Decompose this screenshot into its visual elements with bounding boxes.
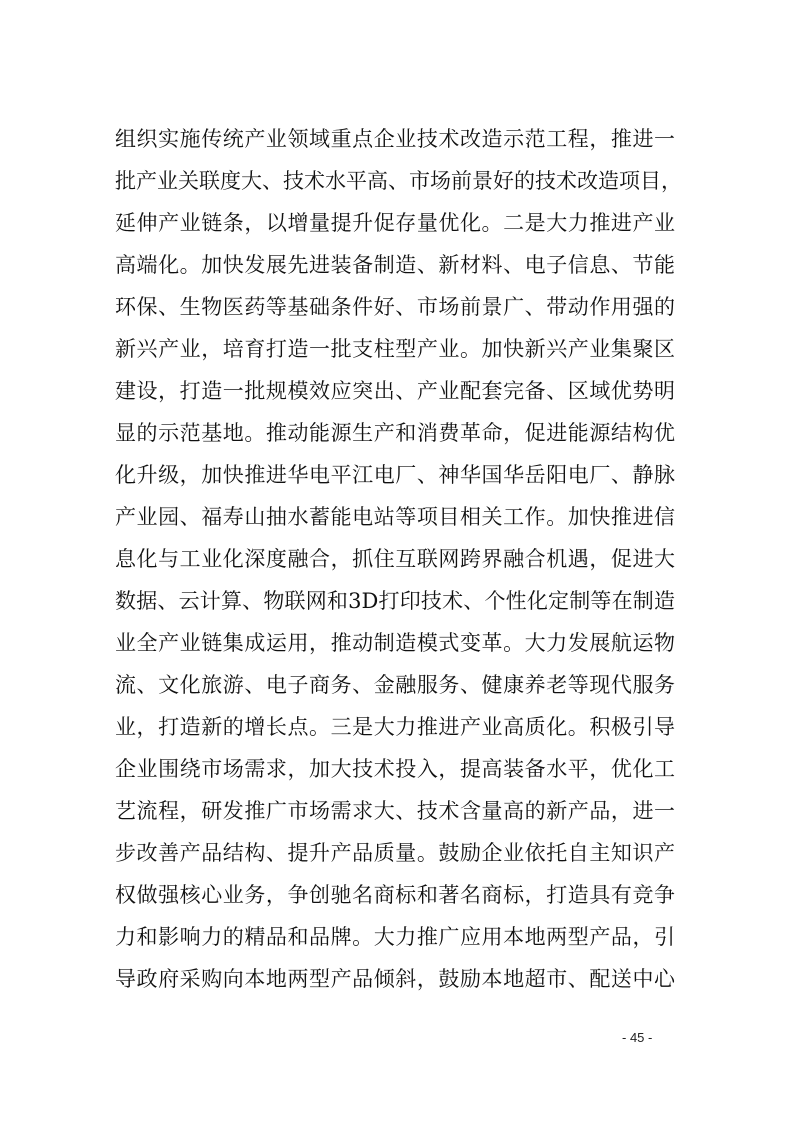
body-text-line: 步改善产品结构、提升产品质量。鼓励企业依托自主知识产 <box>115 841 675 865</box>
body-text-line: 延伸产业链条，以增量提升促存量优化。二是大力推进产业 <box>115 211 675 235</box>
body-text-line: 高端化。加快发展先进装备制造、新材料、电子信息、节能 <box>115 253 675 277</box>
body-text-line: 建设，打造一批规模效应突出、产业配套完备、区域优势明 <box>115 379 675 403</box>
body-text-line: 显的示范基地。推动能源生产和消费革命，促进能源结构优 <box>115 421 675 445</box>
body-text-line: 业全产业链集成运用，推动制造模式变革。大力发展航运物 <box>115 631 675 655</box>
body-text-line: 新兴产业，培育打造一批支柱型产业。加快新兴产业集聚区 <box>115 337 675 361</box>
body-text-line: 批产业关联度大、技术水平高、市场前景好的技术改造项目， <box>115 169 682 193</box>
body-text-line: 数据、云计算、物联网和3D打印技术、个性化定制等在制造 <box>115 589 675 613</box>
body-text-line: 艺流程，研发推广市场需求大、技术含量高的新产品，进一 <box>115 799 675 823</box>
body-text-line: 企业围绕市场需求，加大技术投入，提高装备水平，优化工 <box>115 757 675 781</box>
body-text-line: 权做强核心业务，争创驰名商标和著名商标，打造具有竞争 <box>115 883 675 907</box>
body-text-line: 产业园、福寿山抽水蓄能电站等项目相关工作。加快推进信 <box>115 505 675 529</box>
page-number: - 45 - <box>622 1030 653 1045</box>
body-text-line: 息化与工业化深度融合，抓住互联网跨界融合机遇，促进大 <box>115 547 675 571</box>
body-text-line: 组织实施传统产业领域重点企业技术改造示范工程，推进一 <box>115 127 675 151</box>
body-text-line: 导政府采购向本地两型产品倾斜，鼓励本地超市、配送中心 <box>115 967 675 991</box>
body-text-line: 力和影响力的精品和品牌。大力推广应用本地两型产品，引 <box>115 925 675 949</box>
body-text-line: 流、文化旅游、电子商务、金融服务、健康养老等现代服务 <box>115 673 675 697</box>
body-text-line: 环保、生物医药等基础条件好、市场前景广、带动作用强的 <box>115 295 675 319</box>
body-text-line: 化升级，加快推进华电平江电厂、神华国华岳阳电厂、静脉 <box>115 463 675 487</box>
body-text-line: 业，打造新的增长点。三是大力推进产业高质化。积极引导 <box>115 715 675 739</box>
